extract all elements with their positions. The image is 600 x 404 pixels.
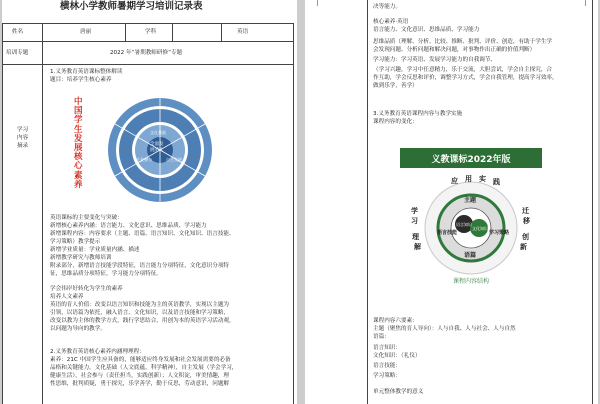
doc-line: 语言技能： <box>373 363 401 369</box>
subject-label: 学科 <box>145 29 157 35</box>
fig-inner-strategies: 学习策略 <box>489 230 510 236</box>
doc-line: 新增核心素养内涵：语言能力、文化意识、思维品质、学习能力 <box>50 223 207 229</box>
diagram-ring-social: 社会参与 <box>136 157 152 162</box>
diagram-ring-self: 自主发展 <box>166 157 182 162</box>
table-border-col2 <box>125 23 126 41</box>
section1-heading: 1.义务教育英语课标整体解读 <box>50 69 123 75</box>
doc-line: 新增课程内容：内容要求（主题、语篇、语言知识、文化知识、语言技能、 <box>50 231 235 237</box>
doc-line: 英语的育人价值：改变以语言知识和技能为主的英语教学，实现以主题为 <box>50 302 230 308</box>
doc-line: 单元整体教学的意义 <box>373 389 424 395</box>
fig-left-word-2: 习 <box>411 217 418 225</box>
doc-line: 决等能力。 <box>373 4 401 10</box>
topic-value: 2022 年“暑期教师研修”专题 <box>110 50 183 56</box>
doc-line: （学习兴趣，学习中任意精力，乐于交流，大胆尝试，学会自主探究，合 <box>373 67 553 73</box>
topic-label: 培训专题 <box>6 50 29 56</box>
doc-line: 主题（聚焦的育人导向）：人与自我、人与社会、人与自然 <box>373 326 516 332</box>
doc-line: 附录部分，新增语言技能学段特征，语言能力分项特征，文化意识分项特 <box>50 263 230 269</box>
table-border-row1 <box>2 41 294 42</box>
table-border-col3 <box>172 23 173 41</box>
table-border-col1 <box>42 23 43 404</box>
doc-line: 核心素养·英语 <box>373 19 409 25</box>
page-title: 横林小学教师暑期学习培训记录表 <box>60 1 203 12</box>
side-label-1: 学习 <box>17 127 29 133</box>
table-border-left <box>2 23 3 404</box>
doc-line: 2.义务教育英语核心素养内涵理理程： <box>50 349 145 355</box>
fig-inner-theme: 主题 <box>464 197 477 204</box>
doc-line: 做到乐学，善学） <box>373 83 418 89</box>
name-label: 姓名 <box>12 29 24 35</box>
side-label-2: 内容 <box>17 135 29 141</box>
doc-line: 学习能力：学习英语、发展学习能力的自我调节、 <box>373 57 497 63</box>
table-border-right <box>293 23 294 404</box>
doc-line: 学习策略）教学提示 <box>50 239 101 245</box>
doc-line: 课程内容六要素： <box>373 318 418 324</box>
fig-right-word-2: 移 <box>523 217 530 225</box>
fig-left-word-3: 理 <box>412 233 419 241</box>
diagram-center-line2: 展的人 <box>150 148 164 153</box>
section3-subtitle: 课程内容的变化： <box>373 119 418 125</box>
diagram-center-line1: 全面发 <box>150 142 164 147</box>
fig-left-word-4: 解 <box>414 243 421 251</box>
fig-top-word-1: 应 <box>451 177 458 185</box>
doc-line: 学习策略： <box>373 373 401 379</box>
doc-line: 思维品质（理解、分析、比较、推断、批判、评价、创造，有助于学生学 <box>373 39 553 45</box>
diagram-ring-culture: 文化基础 <box>150 130 166 135</box>
fig-top-word-3: 实 <box>479 175 486 183</box>
table-border-row2 <box>2 64 294 65</box>
doc-line: 以问题为导向的教学。 <box>50 326 106 332</box>
doc-line: 语言能力、文化意识、思维品质、学习能力 <box>373 27 480 33</box>
doc-line: 引领，以语篇为依托，融入语言、文化知识，以及语言技能和学习策略， <box>50 310 230 316</box>
doc-line: 英语课标的主要变化与突破： <box>50 215 123 221</box>
doc-line: 培养人文素养 <box>50 294 84 300</box>
fig-right-word-1: 迁 <box>522 207 529 215</box>
fig-inner-culture-knowledge: 文化知识 <box>472 226 488 231</box>
section1-subtitle: 题目：培养学生核心素养 <box>50 77 112 83</box>
doc-line: 性思维，批判质疑，勇于探究，乐学善学，勤于反思，劳动意识，问题解 <box>50 381 230 387</box>
fig-left-word-1: 学 <box>411 207 418 215</box>
table-border-left <box>367 0 368 404</box>
doc-line: 新增教学研究与教师培训 <box>50 255 112 261</box>
core-literacy-diagram <box>74 88 214 212</box>
fig-top-word-4: 践 <box>493 178 500 186</box>
doc-line: 会发现问题、分析问题和解决问题，对事物作出正确的价值判断） <box>373 47 536 53</box>
fig-right-word-3: 创 <box>522 233 529 241</box>
doc-line: 品格和关键能力。文化基础（人文底蕴，科学精神），自主发展（学会学习， <box>50 365 238 371</box>
fig-inner-skills: 语言技能 <box>437 230 458 236</box>
doc-line: 素养：21C 中国学生应具备的，能够适应终身发展和社会发展需要的必备 <box>50 357 231 363</box>
curriculum-banner: 义教课标2022年版 <box>400 148 542 168</box>
doc-line: 语言知识： <box>373 345 401 351</box>
crop-mark <box>309 0 318 6</box>
document-page-left <box>2 0 297 404</box>
fig-caption: 课程内容结构 <box>453 278 490 285</box>
doc-line: 征，思维品质分项特征，学习能力分项特征。 <box>50 271 162 277</box>
table-border-col4 <box>221 23 222 41</box>
subject-value: 英语 <box>237 29 249 35</box>
diagram-vertical-title: 中 国 学 生 发 展 核 心 素 养 <box>74 97 83 190</box>
document-page-right <box>305 0 598 404</box>
doc-line: 作互助，学会反思和评价，调整学习方式，学会自我管理，提高学习效率， <box>373 75 558 81</box>
fig-right-word-4: 新 <box>520 243 527 251</box>
side-label-3: 摘录 <box>17 143 29 149</box>
table-border-top <box>2 23 294 24</box>
doc-line: 语篇： <box>373 334 390 340</box>
doc-line: 改变以教为主体的教学方式，践行学思结合，用创为本的英语学习活动观， <box>50 318 235 324</box>
fig-inner-discourse: 语篇 <box>464 252 477 259</box>
doc-line: 健康生活），社会参与（责任担当，实践创新）；人文积淀，审美情趣，理 <box>50 373 229 379</box>
curriculum-structure-diagram <box>407 175 535 290</box>
name-value: 唐丽 <box>80 29 92 35</box>
doc-line: 文化知识：（礼仪） <box>373 353 421 359</box>
section3-heading: 3.义务教育英语课程内容与教学实施 <box>373 111 463 117</box>
doc-line: 学会伟岸好转化为学生的素养 <box>50 286 123 292</box>
fig-top-word-2: 用 <box>465 175 472 183</box>
table-border-right <box>592 0 593 404</box>
fig-inner-lang-knowledge: 语言知识 <box>456 222 472 227</box>
doc-line: 新增学业质量：学业质量内涵、描述 <box>50 247 140 253</box>
